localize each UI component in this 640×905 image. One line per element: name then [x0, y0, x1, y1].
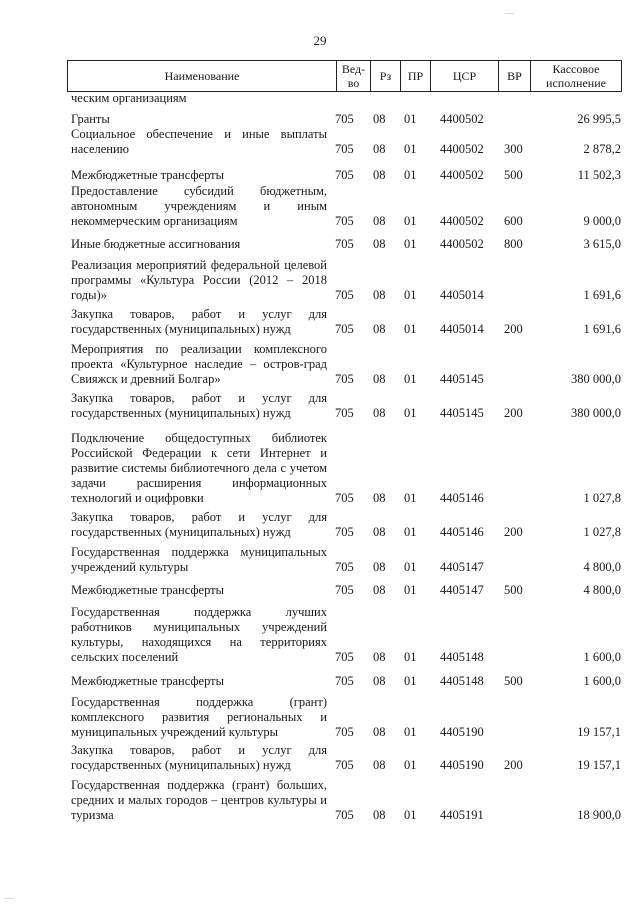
row-rz: 08	[373, 142, 386, 156]
header-sum	[530, 61, 621, 91]
table-row	[67, 778, 627, 823]
row-pr: 01	[404, 758, 417, 772]
row-rz: 08	[373, 168, 386, 182]
row-rz: 08	[373, 322, 386, 336]
row-csr: 4400502	[440, 112, 484, 126]
row-vr: 500	[504, 583, 523, 597]
header-ved	[336, 61, 370, 91]
row-sum: 1 691,6	[583, 288, 621, 302]
table-row	[67, 237, 627, 252]
row-csr: 4405146	[440, 525, 484, 539]
header-sum-text: Кассовое исполнение	[546, 62, 606, 90]
row-pr: 01	[404, 525, 417, 539]
row-name: Межбюджетные трансферты	[71, 168, 225, 182]
row-rz: 08	[373, 214, 386, 228]
row-csr: 4400502	[440, 142, 484, 156]
row-vr: 300	[504, 142, 523, 156]
header-csr: ЦСР	[430, 61, 498, 91]
row-csr: 4405190	[440, 758, 484, 772]
row-csr: 4405014	[440, 322, 484, 336]
row-sum: 1 600,0	[583, 674, 621, 688]
row-ved: 705	[335, 758, 354, 772]
row-ved: 705	[335, 168, 354, 182]
row-csr: 4405148	[440, 650, 484, 664]
row-csr: 4405147	[440, 583, 484, 597]
row-pr: 01	[404, 491, 417, 505]
row-name: Реализация мероприятий федеральной целевой программы «Культура России (2012 – 2018 годы)»	[71, 258, 327, 302]
table-row	[67, 391, 627, 421]
row-name: Закупка товаров, работ и услуг для государственных (муниципальных) нужд	[71, 743, 327, 772]
table-row	[67, 307, 627, 337]
row-sum: 1 027,8	[583, 525, 621, 539]
row-rz: 08	[373, 758, 386, 772]
row-ved: 705	[335, 525, 354, 539]
row-sum: 4 800,0	[583, 560, 621, 574]
row-sum: 1 600,0	[583, 650, 621, 664]
row-ved: 705	[335, 650, 354, 664]
row-csr: 4405145	[440, 372, 484, 386]
row-pr: 01	[404, 674, 417, 688]
table-row	[67, 674, 627, 689]
row-name: Межбюджетные трансферты	[71, 583, 225, 597]
table-row	[67, 545, 627, 575]
row-sum: 18 900,0	[577, 808, 621, 822]
header-name: Наименование	[164, 69, 240, 83]
row-csr: 4400502	[440, 214, 484, 228]
row-sum: 2 878,2	[583, 142, 621, 156]
row-ved: 705	[335, 725, 354, 739]
row-sum: 3 615,0	[583, 237, 621, 251]
row-name: Государственная поддержка (грант) комплексного развития региональных и муниципальных учреждений культуры	[71, 695, 327, 739]
row-name: Закупка товаров, работ и услуг для государственных (муниципальных) нужд	[71, 307, 327, 336]
row-csr: 4400502	[440, 168, 484, 182]
row-ved: 705	[335, 583, 354, 597]
row-sum: 19 157,1	[577, 725, 621, 739]
row-ved: 705	[335, 406, 354, 420]
table-row	[67, 583, 627, 598]
row-ved: 705	[335, 288, 354, 302]
row-rz: 08	[373, 560, 386, 574]
row-sum: 380 000,0	[571, 372, 621, 386]
row-csr: 4405145	[440, 406, 484, 420]
row-pr: 01	[404, 237, 417, 251]
row-name: Мероприятия по реализации комплексного проекта «Культурное наследие – остров-град Свияжск и древний Болгар»	[71, 342, 327, 386]
row-sum: 11 502,3	[577, 168, 621, 182]
scan-mark: —	[4, 893, 13, 903]
table-row	[67, 168, 627, 183]
header-vr: ВР	[498, 61, 530, 91]
row-vr: 600	[504, 214, 523, 228]
table-header	[67, 60, 622, 92]
row-rz: 08	[373, 491, 386, 505]
row-rz: 08	[373, 725, 386, 739]
row-pr: 01	[404, 650, 417, 664]
row-ved: 705	[335, 322, 354, 336]
row-ved: 705	[335, 372, 354, 386]
row-pr: 01	[404, 560, 417, 574]
row-vr: 500	[504, 168, 523, 182]
row-rz: 08	[373, 674, 386, 688]
row-pr: 01	[404, 372, 417, 386]
row-rz: 08	[373, 112, 386, 126]
row-ved: 705	[335, 112, 354, 126]
table-row	[67, 112, 627, 127]
row-sum: 1 027,8	[583, 491, 621, 505]
row-rz: 08	[373, 583, 386, 597]
header-ved-text: Вед- во	[341, 62, 366, 90]
header-pr: ПР	[400, 61, 430, 91]
row-pr: 01	[404, 214, 417, 228]
row-pr: 01	[404, 808, 417, 822]
table-row	[67, 342, 627, 387]
row-sum: 26 995,5	[577, 112, 621, 126]
row-sum: 9 000,0	[583, 214, 621, 228]
row-sum: 19 157,1	[577, 758, 621, 772]
table-row	[67, 743, 627, 773]
row-pr: 01	[404, 406, 417, 420]
continuation-row	[67, 92, 627, 106]
row-name: Предоставление субсидий бюджетным, автономным учреждениям и иным некоммерческим организациям	[71, 184, 327, 228]
row-sum: 380 000,0	[571, 406, 621, 420]
row-rz: 08	[373, 808, 386, 822]
table-row	[67, 431, 627, 506]
row-csr: 4405147	[440, 560, 484, 574]
row-name: Иные бюджетные ассигнования	[71, 237, 241, 251]
table-row	[67, 695, 627, 740]
row-name: Государственная поддержка муниципальных учреждений культуры	[71, 545, 327, 574]
row-pr: 01	[404, 288, 417, 302]
row-vr: 500	[504, 674, 523, 688]
row-vr: 800	[504, 237, 523, 251]
row-name: Закупка товаров, работ и услуг для государственных (муниципальных) нужд	[71, 391, 327, 420]
row-pr: 01	[404, 112, 417, 126]
row-rz: 08	[373, 288, 386, 302]
header-rz: Рз	[370, 61, 400, 91]
row-rz: 08	[373, 525, 386, 539]
row-vr: 200	[504, 406, 523, 420]
table-row	[67, 258, 627, 303]
row-rz: 08	[373, 650, 386, 664]
row-csr: 4405148	[440, 674, 484, 688]
row-ved: 705	[335, 808, 354, 822]
row-vr: 200	[504, 525, 523, 539]
continuation-text: ческим организациям	[71, 91, 187, 105]
row-name: Подключение общедоступных библиотек Российской Федерации к сети Интернет и развитие системы библиотечного дела с учетом задачи расширения информационных технологий и оцифровки	[71, 431, 327, 505]
row-csr: 4405146	[440, 491, 484, 505]
row-ved: 705	[335, 214, 354, 228]
table-row	[67, 127, 627, 157]
row-csr: 4400502	[440, 237, 484, 251]
table-row	[67, 605, 627, 665]
row-pr: 01	[404, 168, 417, 182]
row-name: Закупка товаров, работ и услуг для государственных (муниципальных) нужд	[71, 510, 327, 539]
row-ved: 705	[335, 491, 354, 505]
row-sum: 4 800,0	[583, 583, 621, 597]
scan-mark: —	[505, 8, 514, 18]
row-vr: 200	[504, 322, 523, 336]
row-ved: 705	[335, 237, 354, 251]
row-rz: 08	[373, 372, 386, 386]
row-pr: 01	[404, 322, 417, 336]
page-number: 29	[313, 33, 327, 48]
row-ved: 705	[335, 142, 354, 156]
row-pr: 01	[404, 142, 417, 156]
table-row	[67, 184, 627, 229]
row-rz: 08	[373, 406, 386, 420]
row-csr: 4405014	[440, 288, 484, 302]
row-ved: 705	[335, 674, 354, 688]
row-name: Государственная поддержка (грант) больших, средних и малых городов – центров культуры и туризма	[71, 778, 327, 822]
row-csr: 4405191	[440, 808, 484, 822]
row-ved: 705	[335, 560, 354, 574]
row-vr: 200	[504, 758, 523, 772]
row-name: Гранты	[71, 112, 110, 126]
row-name: Социальное обеспечение и иные выплаты населению	[71, 127, 327, 156]
table-row	[67, 510, 627, 540]
row-sum: 1 691,6	[583, 322, 621, 336]
row-pr: 01	[404, 725, 417, 739]
row-rz: 08	[373, 237, 386, 251]
row-pr: 01	[404, 583, 417, 597]
row-name: Межбюджетные трансферты	[71, 674, 225, 688]
row-name: Государственная поддержка лучших работников муниципальных учреждений культуры, находящихся на территориях сельских поселений	[71, 605, 327, 664]
row-csr: 4405190	[440, 725, 484, 739]
